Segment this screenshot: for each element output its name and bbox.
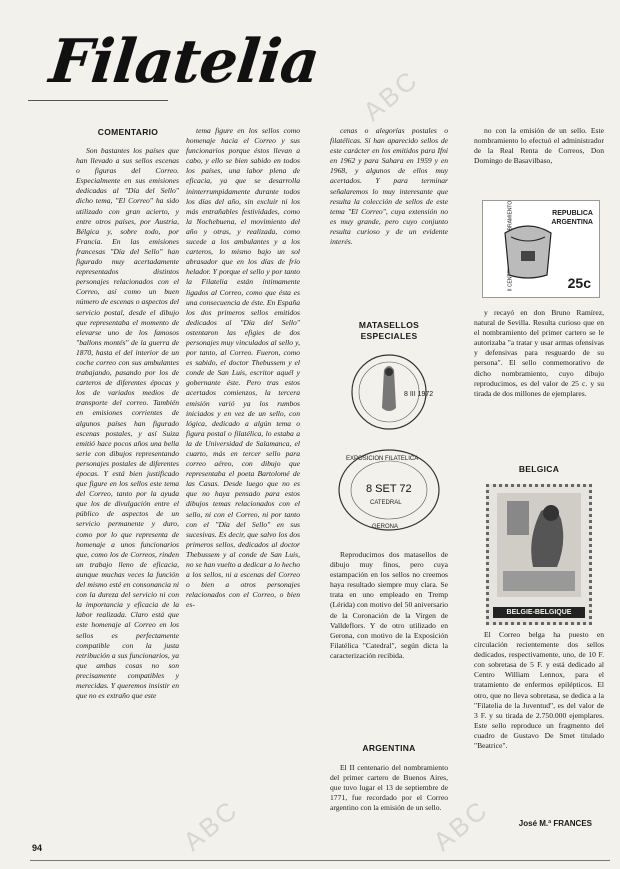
watermark-abc: ABC <box>357 63 425 127</box>
column-4-belgica-text: El Correo belga ha puesto en circulación recientemente dos sellos dedicados, respectivamente, uno, de 10 F. con sobretasa de 5 F. y está dedicado al Centro William Lennox, para el tratamiento de enfermos epilépticos. El otro, que no lleva sobretasa, se dedica a la "Filatelia de la Juventud", es del valor de 3 F. y su tirada de 2.750.000 ejemplares. Este sello reproduce un fragmento del cuadro de Gustavo De Smet titulado "Beatrice". <box>474 630 604 751</box>
header-rule <box>28 100 168 101</box>
page-title: Filatelia <box>46 27 323 97</box>
section-heading-belgica: BELGICA <box>518 464 560 474</box>
column-4-argentina-text: y recayó en don Bruno Ramírez, natural de Sevilla. Resulta curioso que en el nombramiento del primer cartero se le autorizaba "a tratar y usar armas ofensivas y defensivas para resguardo de su persona". El sello conmemorativo de dicho nombramiento, cuyo dibujo reproducimos, es del valor de 25 c. y su tirada de dos millones de ejemplares. <box>474 308 604 398</box>
author-signature: José M.ª FRANCES <box>518 819 592 828</box>
column-1-text: Son bastantes los países que han llevado a sus sellos escenas o figuras del Correo. Especialmente en sus emisiones dedicadas al "Día del Sello" dicho tema, "El Correo" ha sido utilizado con gran acierto, y entre otros países, por Austria, Bélgica y, sobre todo, por Francia. En las emisiones francesas "Día del Sello" han figurado muy acertadamente representados distintos personajes relacionados con el Correo, así como un buen número de escenas o aspectos del servicio postal, desde el dibujo que representaba el momento de elevarse uno de los famosos "ballons montés" de la guerra de 1870, hasta el del interior de un coche correo con sus ambulantes trabajando, pasando por los de carteros de diferentes épocas y los de variados medios de transporte del correo. También en emisiones corrientes de algunos países han figurado escenas postales, y así Suiza emitió hace pocos años una bella serie con dibujos representando personajes postales de diferentes épocas. Y está bien justificado que figure en los sellos este tema del Correo, tanto por la ayuda que los de divulgación entre el público de aspectos de un servicio permanente y duro, como por lo que representa de homenaje a unos funcionarios que, como los de Correos, rinden un trabajo lleno de eficacia, aunque muchas veces la función del mismo esté en consonancia ni con la dureza del servicio ni con la importancia y eficacia de la labor realizada. Claro está que este homenaje al Correo en los sellos es perfectamente compatible con la justa retribución a sus funcionarios, ya que ambas cosas no son precisamente compatibles y merecidas. Y queremos insistir en que no es extraño que este <box>76 146 179 701</box>
stamp-value: 25c <box>567 275 591 291</box>
section-heading-comentario: COMENTARIO <box>97 127 159 137</box>
postmark-tremp-image <box>330 350 448 434</box>
postmark-gerona-city: GERONA <box>372 524 399 530</box>
postmark-gerona-image <box>330 440 448 540</box>
stamp-country: REPUBLICA ARGENTINA <box>551 210 593 226</box>
argentina-stamp <box>482 200 600 298</box>
column-3-text: cenas o alegorías postales o filatélicas. Sí han aparecido sellos de este carácter en los emitidos para Ifni en 1962 y para Sahara en 1959 y en 1968, y algunos de ellos muy acertados. Y para terminar señalaremos lo muy interesante que resulta la colección de sellos de este tema "El Correo", cuya extensión no es muy grande, pero cuyo conjunto resulta curioso y de un evidente interés. <box>330 126 448 247</box>
postmark-gerona-top: EXPOSICION FILATELICA <box>346 456 419 462</box>
column-4-intro-text: no con la emisión de un sello. Este nombramiento lo efectuó el administrador de la Real Renta de Correos, Don Domingo de Basavilbaso, <box>474 126 604 166</box>
stamp-caption: BELGIE-BELGIQUE <box>493 607 585 618</box>
belgium-stamp <box>486 484 592 625</box>
watermark-abc: ABC <box>177 793 245 857</box>
section-heading-matasellos: MATASELLOS ESPECIALES <box>358 320 420 341</box>
postmark-gerona-bottom: CATEDRAL <box>370 500 402 506</box>
postmark-tremp-date: 8 III 1972 <box>404 391 434 398</box>
column-3-matasellos-text: Reproducimos dos matasellos de dibujo muy finos, pero cuya estampación en los sellos no creemos haya resultado siempre muy clara. Se trata en uno empleado en Tremp (Lérida) con motivo del 50 aniversario de la Coronación de la Virgen de Valldeflors. Y de otro utilizado en Gerona, con motivo de la Exposición Filatélica "Catedral", según dicta la caracterización recibida. <box>330 550 448 660</box>
postmark-gerona-date: 8 SET 72 <box>366 483 412 495</box>
page-number: 94 <box>32 843 43 853</box>
column-2-text: tema figure en los sellos como homenaje hacia el Correo y sus funcionarios porque éstos llevan a cabo, y ello se bien sabido en todos los países, una labor plena de eficacia, ya que se desarrolla ininterrumpidamente durante todos los días del año, sin excluir ni los más entrañables festividades, como la Nochebuena, el movimiento del año y otras, y realizada, como sucede a los ambulantes y a los carteros, lo mismo bajo un sol abrasador que en los días de frío helador. Y porque el sello y por tanto la Filatelia están íntimamente ligados al Correo, como que ésta es una consecuencia de éste. En España los dos primeros sellos emitidos dedicados al "Día del Sello" ostentaron las efigies de dos personajes muy vinculados al sello y, por tanto, al Correo. Fueron, como es sabido, el doctor Thebussem y el conde de San Luis, escritor aquél y gobernante éste. Pero tras estos acertados comienzos, la tercera emisión varió ya los rumbos iniciados y en vez de un sello, con lógica, dedicado a algún tema o figura postal o filatélica, lo estaba a la de Universidad de Salamanca, el cuarto, más en tercer sello para correo aéreo, con dibujo que representaba el poeta Bartolomé de las Casas. Desde luego que no es que no haya pensado para estos dibujos temas relacionados con el sello, ni con el Correo, ni por tanto con el "Día del Sello" en sus sucesivas. Es decir, que salvo los dos primeros sellos, dedicados al doctor Thebussem y al conde de San Luis, no se han vuelto a dedicar a lo hecho a los sellos, ni a escenas del Correo o bien a otros personajes relacionados con el Correo, o bien es- <box>186 126 300 610</box>
mail-bag-icon <box>497 215 559 281</box>
painting-figure-image <box>497 493 581 597</box>
section-heading-argentina: ARGENTINA <box>362 743 416 753</box>
watermark-abc: ABC <box>427 793 495 857</box>
column-3-argentina-text: El II centenario del nombramiento del primer cartero de Buenos Aires, que tuvo lugar el 13 de septiembre de 1771, fue recordado por el Correo argentino con la emisión de un sello. <box>330 763 448 813</box>
footer-rule <box>30 860 610 861</box>
